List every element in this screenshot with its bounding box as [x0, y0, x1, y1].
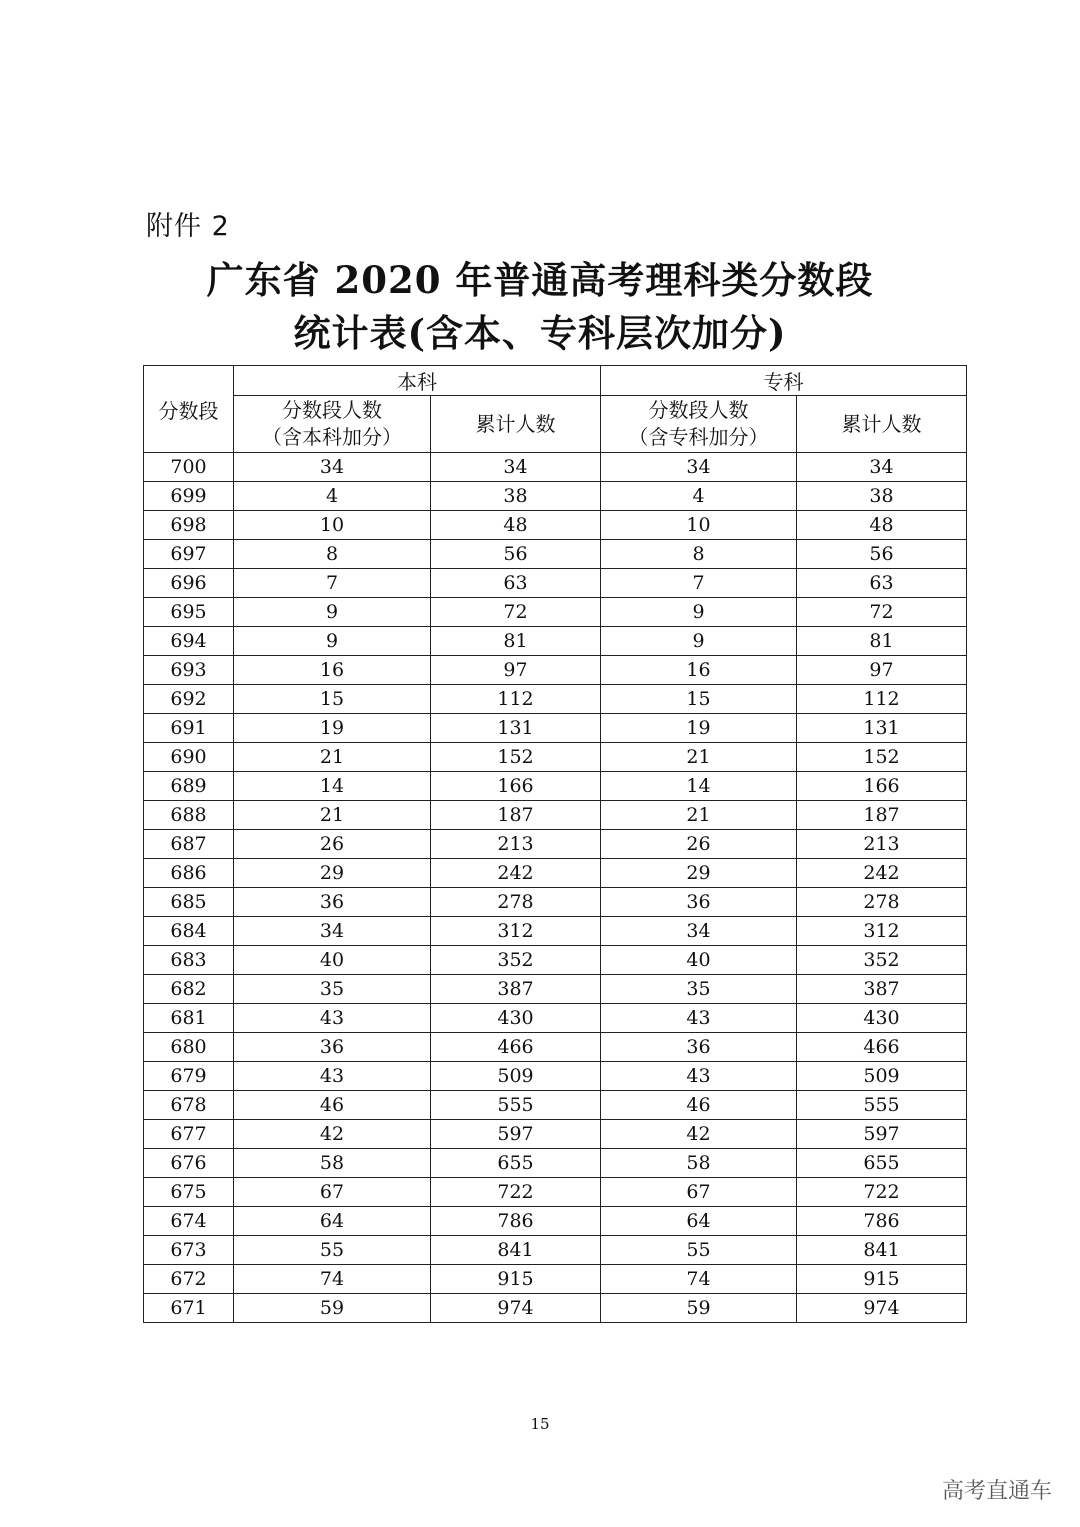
cell-benke-cumulative: 841 [431, 1236, 601, 1265]
cell-zhuanke-cumulative: 509 [797, 1062, 967, 1091]
header-group-benke: 本科 [234, 366, 601, 396]
table-row [144, 714, 967, 743]
cell-zhuanke-cumulative: 655 [797, 1149, 967, 1178]
table-row [144, 1149, 967, 1178]
document-title-line-2: 统计表(含本、专科层次加分) [293, 311, 787, 355]
cell-benke-cumulative: 655 [431, 1149, 601, 1178]
cell-score: 680 [144, 1033, 234, 1062]
cell-benke-cumulative: 786 [431, 1207, 601, 1236]
cell-benke-count: 43 [234, 1062, 431, 1091]
cell-zhuanke-cumulative: 387 [797, 975, 967, 1004]
cell-benke-cumulative: 466 [431, 1033, 601, 1062]
cell-zhuanke-count: 21 [601, 801, 797, 830]
table-header-row-columns [144, 396, 967, 453]
table-row [144, 1294, 967, 1323]
cell-zhuanke-count: 40 [601, 946, 797, 975]
score-distribution-table [143, 365, 967, 1323]
cell-zhuanke-count: 14 [601, 772, 797, 801]
cell-zhuanke-count: 29 [601, 859, 797, 888]
cell-zhuanke-count: 67 [601, 1178, 797, 1207]
cell-zhuanke-cumulative: 63 [797, 569, 967, 598]
cell-zhuanke-cumulative: 34 [797, 453, 967, 482]
cell-zhuanke-cumulative: 312 [797, 917, 967, 946]
cell-score: 681 [144, 1004, 234, 1033]
cell-zhuanke-cumulative: 974 [797, 1294, 967, 1323]
table-row [144, 511, 967, 540]
header-zhuanke-count-line2: （含专科加分） [628, 425, 769, 449]
cell-benke-count: 21 [234, 801, 431, 830]
cell-benke-cumulative: 387 [431, 975, 601, 1004]
cell-zhuanke-cumulative: 131 [797, 714, 967, 743]
cell-zhuanke-cumulative: 786 [797, 1207, 967, 1236]
cell-benke-count: 64 [234, 1207, 431, 1236]
cell-score: 674 [144, 1207, 234, 1236]
cell-zhuanke-count: 59 [601, 1294, 797, 1323]
cell-benke-cumulative: 131 [431, 714, 601, 743]
cell-score: 673 [144, 1236, 234, 1265]
document-title-line-1: 广东省 2020 年普通高考理科类分数段 [206, 258, 874, 302]
cell-zhuanke-count: 35 [601, 975, 797, 1004]
cell-benke-count: 16 [234, 656, 431, 685]
cell-score: 694 [144, 627, 234, 656]
header-benke-count-line2: （含本科加分） [262, 425, 402, 449]
cell-zhuanke-count: 10 [601, 511, 797, 540]
cell-zhuanke-count: 9 [601, 598, 797, 627]
cell-benke-cumulative: 352 [431, 946, 601, 975]
header-group-zhuanke: 专科 [601, 366, 967, 396]
cell-benke-count: 36 [234, 1033, 431, 1062]
cell-benke-count: 43 [234, 1004, 431, 1033]
cell-score: 678 [144, 1091, 234, 1120]
cell-score: 671 [144, 1294, 234, 1323]
cell-benke-count: 9 [234, 627, 431, 656]
cell-score: 686 [144, 859, 234, 888]
cell-score: 687 [144, 830, 234, 859]
cell-zhuanke-cumulative: 81 [797, 627, 967, 656]
cell-score: 684 [144, 917, 234, 946]
cell-score: 676 [144, 1149, 234, 1178]
cell-score: 700 [144, 453, 234, 482]
cell-benke-cumulative: 152 [431, 743, 601, 772]
cell-score: 682 [144, 975, 234, 1004]
cell-benke-count: 19 [234, 714, 431, 743]
cell-zhuanke-cumulative: 242 [797, 859, 967, 888]
cell-score: 688 [144, 801, 234, 830]
watermark-text: 高考直通车 [942, 1479, 1053, 1504]
cell-benke-count: 9 [234, 598, 431, 627]
cell-zhuanke-cumulative: 352 [797, 946, 967, 975]
table-row [144, 1236, 967, 1265]
cell-zhuanke-cumulative: 915 [797, 1265, 967, 1294]
cell-benke-cumulative: 34 [431, 453, 601, 482]
cell-benke-cumulative: 597 [431, 1120, 601, 1149]
header-score-band: 分数段 [144, 366, 234, 453]
cell-score: 672 [144, 1265, 234, 1294]
cell-zhuanke-cumulative: 38 [797, 482, 967, 511]
table-row [144, 1004, 967, 1033]
cell-benke-count: 74 [234, 1265, 431, 1294]
table-row [144, 917, 967, 946]
cell-benke-count: 59 [234, 1294, 431, 1323]
cell-score: 677 [144, 1120, 234, 1149]
cell-zhuanke-count: 9 [601, 627, 797, 656]
cell-score: 692 [144, 685, 234, 714]
cell-benke-cumulative: 915 [431, 1265, 601, 1294]
table-row [144, 453, 967, 482]
table-row [144, 743, 967, 772]
table-header-row-groups [144, 366, 967, 396]
cell-zhuanke-count: 36 [601, 888, 797, 917]
cell-benke-cumulative: 112 [431, 685, 601, 714]
cell-zhuanke-cumulative: 278 [797, 888, 967, 917]
header-zhuanke-count-line1: 分数段人数 [648, 398, 749, 422]
cell-zhuanke-cumulative: 48 [797, 511, 967, 540]
cell-score: 679 [144, 1062, 234, 1091]
table-row [144, 830, 967, 859]
cell-zhuanke-cumulative: 213 [797, 830, 967, 859]
cell-benke-cumulative: 242 [431, 859, 601, 888]
cell-zhuanke-count: 26 [601, 830, 797, 859]
cell-zhuanke-cumulative: 152 [797, 743, 967, 772]
cell-benke-cumulative: 81 [431, 627, 601, 656]
cell-score: 685 [144, 888, 234, 917]
header-zhuanke-cumulative: 累计人数 [797, 396, 967, 453]
cell-zhuanke-count: 34 [601, 917, 797, 946]
cell-zhuanke-cumulative: 97 [797, 656, 967, 685]
cell-zhuanke-cumulative: 722 [797, 1178, 967, 1207]
cell-zhuanke-count: 58 [601, 1149, 797, 1178]
cell-benke-cumulative: 187 [431, 801, 601, 830]
cell-benke-count: 8 [234, 540, 431, 569]
cell-zhuanke-count: 8 [601, 540, 797, 569]
cell-benke-cumulative: 312 [431, 917, 601, 946]
attachment-label: 附件 2 [146, 211, 230, 242]
cell-zhuanke-cumulative: 597 [797, 1120, 967, 1149]
table-row [144, 1091, 967, 1120]
table-row [144, 975, 967, 1004]
cell-zhuanke-count: 43 [601, 1062, 797, 1091]
cell-zhuanke-count: 15 [601, 685, 797, 714]
cell-zhuanke-count: 42 [601, 1120, 797, 1149]
cell-score: 689 [144, 772, 234, 801]
cell-benke-count: 29 [234, 859, 431, 888]
cell-benke-count: 34 [234, 917, 431, 946]
table-row [144, 1062, 967, 1091]
page-number: 15 [530, 1415, 550, 1433]
cell-benke-count: 46 [234, 1091, 431, 1120]
cell-zhuanke-count: 16 [601, 656, 797, 685]
header-zhuanke-count [601, 396, 797, 453]
cell-benke-cumulative: 974 [431, 1294, 601, 1323]
cell-benke-count: 36 [234, 888, 431, 917]
table-row [144, 482, 967, 511]
cell-benke-count: 4 [234, 482, 431, 511]
table-row [144, 1178, 967, 1207]
cell-score: 699 [144, 482, 234, 511]
cell-zhuanke-count: 36 [601, 1033, 797, 1062]
table-row [144, 946, 967, 975]
cell-benke-cumulative: 555 [431, 1091, 601, 1120]
cell-zhuanke-cumulative: 112 [797, 685, 967, 714]
cell-benke-cumulative: 213 [431, 830, 601, 859]
table-row [144, 1033, 967, 1062]
cell-benke-cumulative: 722 [431, 1178, 601, 1207]
cell-zhuanke-count: 64 [601, 1207, 797, 1236]
table-row [144, 888, 967, 917]
table-row [144, 569, 967, 598]
cell-zhuanke-count: 34 [601, 453, 797, 482]
table-row [144, 627, 967, 656]
cell-benke-count: 21 [234, 743, 431, 772]
cell-benke-count: 34 [234, 453, 431, 482]
cell-benke-cumulative: 72 [431, 598, 601, 627]
cell-zhuanke-cumulative: 56 [797, 540, 967, 569]
cell-benke-count: 7 [234, 569, 431, 598]
cell-benke-count: 40 [234, 946, 431, 975]
table-body [144, 453, 967, 1323]
table-row [144, 772, 967, 801]
table-row [144, 1120, 967, 1149]
cell-benke-cumulative: 278 [431, 888, 601, 917]
table-row [144, 540, 967, 569]
header-benke-count-line1: 分数段人数 [282, 398, 382, 422]
cell-zhuanke-cumulative: 72 [797, 598, 967, 627]
table-row [144, 598, 967, 627]
cell-benke-count: 14 [234, 772, 431, 801]
cell-score: 691 [144, 714, 234, 743]
cell-zhuanke-count: 19 [601, 714, 797, 743]
cell-benke-cumulative: 63 [431, 569, 601, 598]
cell-score: 697 [144, 540, 234, 569]
cell-benke-count: 55 [234, 1236, 431, 1265]
cell-benke-count: 67 [234, 1178, 431, 1207]
cell-score: 693 [144, 656, 234, 685]
cell-benke-cumulative: 56 [431, 540, 601, 569]
cell-zhuanke-cumulative: 166 [797, 772, 967, 801]
header-benke-count [234, 396, 431, 453]
cell-score: 695 [144, 598, 234, 627]
cell-benke-count: 15 [234, 685, 431, 714]
cell-score: 683 [144, 946, 234, 975]
cell-zhuanke-cumulative: 430 [797, 1004, 967, 1033]
table-row [144, 685, 967, 714]
cell-score: 698 [144, 511, 234, 540]
cell-benke-cumulative: 38 [431, 482, 601, 511]
cell-zhuanke-count: 43 [601, 1004, 797, 1033]
cell-zhuanke-count: 4 [601, 482, 797, 511]
cell-zhuanke-count: 46 [601, 1091, 797, 1120]
table-row [144, 1265, 967, 1294]
table-row [144, 1207, 967, 1236]
cell-zhuanke-cumulative: 466 [797, 1033, 967, 1062]
cell-benke-cumulative: 48 [431, 511, 601, 540]
cell-benke-cumulative: 97 [431, 656, 601, 685]
table-row [144, 801, 967, 830]
cell-score: 696 [144, 569, 234, 598]
cell-score: 690 [144, 743, 234, 772]
cell-zhuanke-count: 74 [601, 1265, 797, 1294]
cell-benke-count: 35 [234, 975, 431, 1004]
cell-benke-count: 58 [234, 1149, 431, 1178]
cell-zhuanke-cumulative: 841 [797, 1236, 967, 1265]
header-benke-cumulative: 累计人数 [431, 396, 601, 453]
table-row [144, 656, 967, 685]
cell-zhuanke-count: 55 [601, 1236, 797, 1265]
cell-zhuanke-cumulative: 187 [797, 801, 967, 830]
cell-benke-count: 26 [234, 830, 431, 859]
cell-score: 675 [144, 1178, 234, 1207]
cell-benke-count: 10 [234, 511, 431, 540]
cell-benke-count: 42 [234, 1120, 431, 1149]
table-row [144, 859, 967, 888]
cell-zhuanke-count: 7 [601, 569, 797, 598]
cell-zhuanke-count: 21 [601, 743, 797, 772]
cell-benke-cumulative: 509 [431, 1062, 601, 1091]
cell-benke-cumulative: 166 [431, 772, 601, 801]
cell-benke-cumulative: 430 [431, 1004, 601, 1033]
cell-zhuanke-cumulative: 555 [797, 1091, 967, 1120]
